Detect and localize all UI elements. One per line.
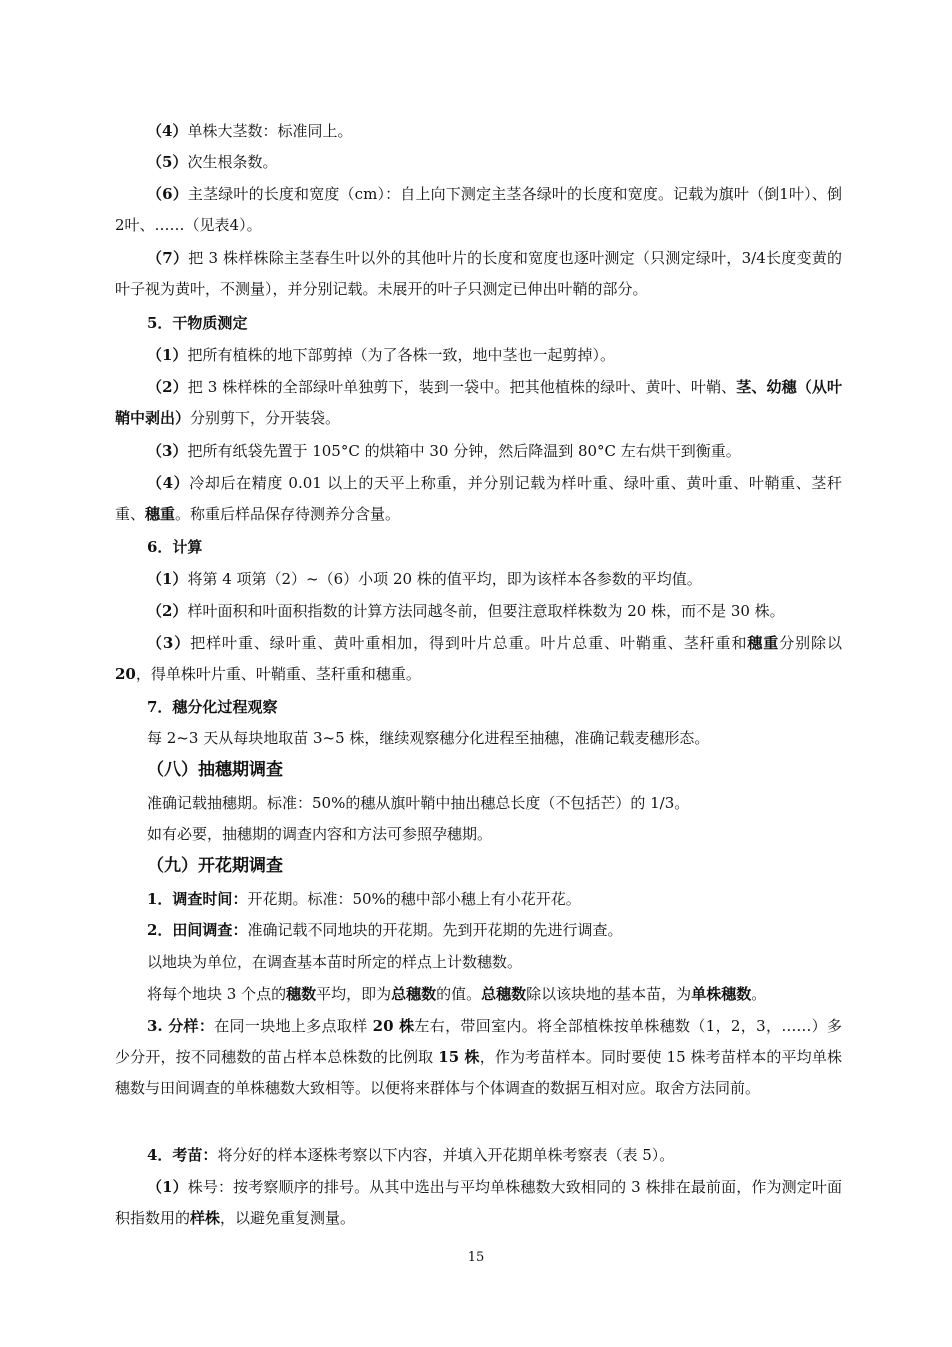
paragraph: 每 2~3 天从每块地取苗 3~5 株，继续观察穗分化进程至抽穗，准确记载麦穗形态。 <box>147 729 710 747</box>
paragraph: 4．考苗：将分好的样本逐株考察以下内容，并填入开花期单株考察表（表 5）。 <box>147 1146 675 1164</box>
paragraph: 如有必要，抽穗期的调查内容和方法可参照孕穗期。 <box>147 825 493 843</box>
chapter-heading: （九）开花期调查 <box>147 856 283 876</box>
page-number: 15 <box>467 1250 485 1265</box>
paragraph: （2）把 3 株样株的全部绿叶单独剪下，装到一袋中。把其他植株的绿叶、黄叶、叶鞘、茎、幼穗（从叶鞘中剥出）分别剪下，分开装袋。 <box>115 378 842 427</box>
paragraph: （4）单株大茎数：标准同上。 <box>147 122 353 140</box>
paragraph: 准确记载抽穗期。标准：50%的穗从旗叶鞘中抽出穗总长度（不包括芒）的 1/3。 <box>147 794 690 812</box>
paragraph: 1．调查时间：开花期。标准：50%的穗中部小穗上有小花开花。 <box>147 890 581 908</box>
paragraph: 2．田间调查：准确记载不同地块的开花期。先到开花期的先进行调查。 <box>147 921 623 939</box>
chapter-heading: （八）抽穗期调查 <box>147 760 283 780</box>
section-heading: 7．穗分化过程观察 <box>147 698 278 716</box>
section-heading: 6．计算 <box>147 538 203 556</box>
section-heading: 5．干物质测定 <box>147 314 248 332</box>
paragraph: （1）株号：按考察顺序的排号。从其中选出与平均单株穗数大致相同的 3 株排在最前面，作为测定叶面积指数用的样株，以避免重复测量。 <box>115 1178 842 1227</box>
paragraph: （5）次生根条数。 <box>147 153 278 171</box>
paragraph: 以地块为单位，在调查基本苗时所定的样点上计数穗数。 <box>147 953 523 971</box>
paragraph: 3. 分样：在同一块地上多点取样 20 株左右，带回室内。将全部植株按单株穗数（1，2，3，……）多少分开，按不同穗数的苗占样本总株数的比例取 15 株，作为考苗样本。同时要使 15 株考苗样本的平均单株穗数与田间调查的单株穗数大致相等。以便将来群体与个体调查的数据互相对应。取舍方法同前。 <box>115 1017 842 1097</box>
paragraph: （1）将第 4 项第（2）~（6）小项 20 株的值平均，即为该样本各参数的平均值。 <box>147 570 702 588</box>
paragraph: （2）样叶面积和叶面积指数的计算方法同越冬前，但要注意取样株数为 20 株，而不是 30 株。 <box>147 602 785 620</box>
paragraph: （1）把所有植株的地下部剪掉（为了各株一致，地中茎也一起剪掉）。 <box>147 346 615 364</box>
paragraph: （7）把 3 株样株除主茎春生叶以外的其他叶片的长度和宽度也逐叶测定（只测定绿叶，3/4长度变黄的叶子视为黄叶，不测量），并分别记载。未展开的叶子只测定已伸出叶鞘的部分。 <box>115 249 843 298</box>
paragraph: （3）把样叶重、绿叶重、黄叶重相加，得到叶片总重。叶片总重、叶鞘重、茎秆重和穗重分别除以 20，得单株叶片重、叶鞘重、茎秆重和穗重。 <box>115 634 842 683</box>
paragraph: 将每个地块 3 个点的穗数平均，即为总穗数的值。总穗数除以该块地的基本苗，为单株穗数。 <box>147 985 767 1003</box>
paragraph: （3）把所有纸袋先置于 105°C 的烘箱中 30 分钟，然后降温到 80°C 左右烘干到衡重。 <box>147 442 741 460</box>
paragraph: （6）主茎绿叶的长度和宽度（cm）：自上向下测定主茎各绿叶的长度和宽度。记载为旗叶（倒1叶）、倒2叶、……（见表4）。 <box>115 185 842 234</box>
paragraph: （4）冷却后在精度 0.01 以上的天平上称重，并分别记载为样叶重、绿叶重、黄叶重、叶鞘重、茎秆重、穗重。称重后样品保存待测养分含量。 <box>115 474 842 523</box>
